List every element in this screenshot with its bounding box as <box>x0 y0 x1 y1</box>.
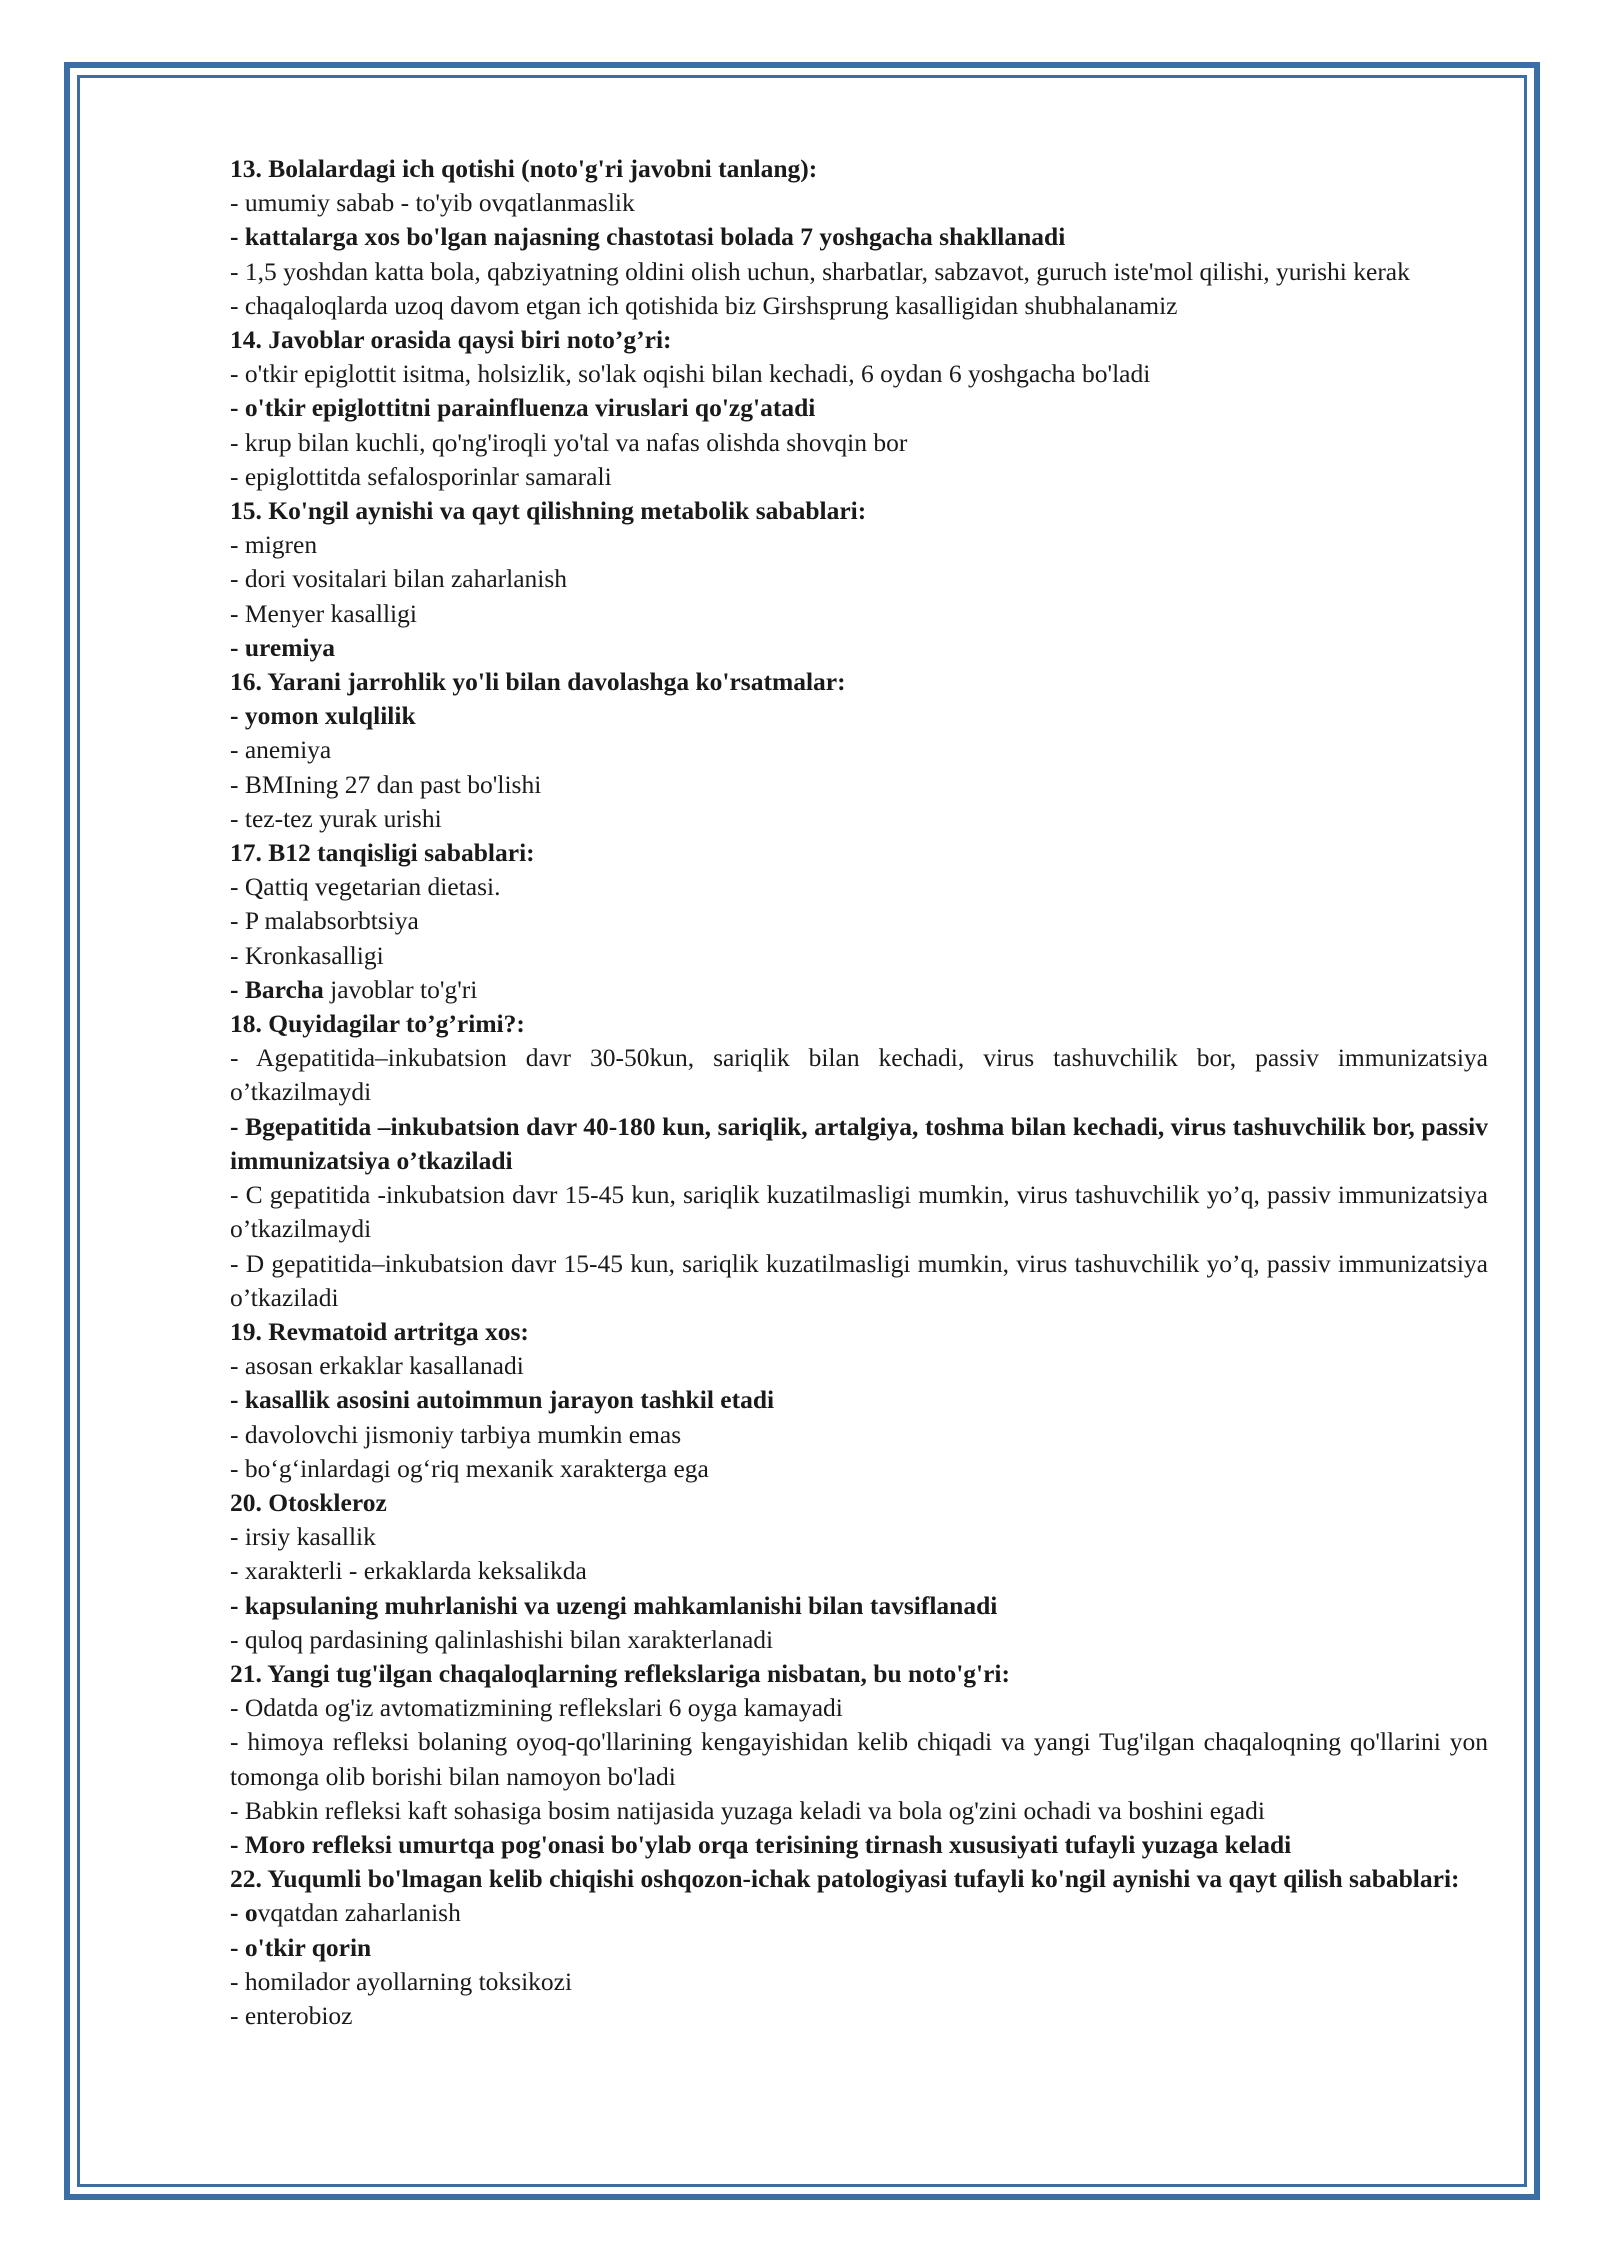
answer-option: - Kronkasalligi <box>230 940 384 970</box>
answer-option: - quloq pardasining qalinlashishi bilan xarakterlanadi <box>230 1624 774 1654</box>
answer-option: - homilador ayollarning toksikozi <box>230 1966 573 1996</box>
question-block <box>230 152 1488 323</box>
document-body <box>230 152 1488 2033</box>
answer-option: - dori vositalari bilan zaharlanish <box>230 564 568 594</box>
question-block <box>230 1486 1488 1657</box>
question-block <box>230 494 1488 665</box>
answer-option: - migren <box>230 530 318 560</box>
answer-option: - o'tkir epiglottit isitma, holsizlik, so'lak oqishi bilan kechadi, 6 oydan 6 yoshgacha bo'ladi <box>230 359 1151 389</box>
answer-option: - bo‘g‘inlardagi og‘riq mexanik xarakterga ega <box>230 1453 709 1483</box>
question-title: 22. Yuqumli bo'lmagan kelib chiqishi oshqozon-ichak patologiyasi tufayli ko'ngil aynishi va qayt qilish sabablari: <box>230 1864 1460 1894</box>
answer-option: - chaqaloqlarda uzoq davom etgan ich qotishida biz Girshsprung kasalligidan shubhalanamiz <box>230 290 1178 320</box>
question-block <box>230 1315 1488 1486</box>
answer-option: - krup bilan kuchli, qo'ng'iroqli yo'tal va nafas olishda shovqin bor <box>230 427 908 457</box>
answer-option: - himoya refleksi bolaning oyoq-qo'llarining kengayishidan kelib chiqadi va yangi Tug'ilgan chaqaloqning qo'llarini yon tomonga olib borishi bilan namoyon bo'ladi <box>230 1727 1488 1791</box>
question-title: 20. Otoskleroz <box>230 1487 387 1517</box>
answer-option: - xarakterli - erkaklarda keksalikda <box>230 1556 587 1586</box>
question-title: 19. Revmatoid artritga xos: <box>230 1316 529 1346</box>
question-title: 15. Ko'ngil aynishi va qayt qilishning metabolik sabablari: <box>230 496 867 526</box>
question-block <box>230 1657 1488 1862</box>
answer-option: - anemiya <box>230 735 332 765</box>
answer-option: - umumiy sabab - to'yib ovqatlanmaslik <box>230 188 635 218</box>
answer-option: - Qattiq vegetarian dietasi. <box>230 872 501 902</box>
question-block <box>230 836 1488 1007</box>
question-title: 18. Quyidagilar to’g’rimi?: <box>230 1009 525 1039</box>
answer-option: - epiglottitda sefalosporinlar samarali <box>230 461 612 491</box>
answer-option: - Menyer kasalligi <box>230 598 417 628</box>
question-block <box>230 1862 1488 2033</box>
answer-option: - tez-tez yurak urishi <box>230 803 442 833</box>
answer-option: - D gepatitida–inkubatsion davr 15-45 kun, sariqlik kuzatilmasligi mumkin, virus tashuvchilik yo’q, passiv immunizatsiya o’tkaziladi <box>230 1248 1488 1312</box>
answer-option-correct: - yomon xulqlilik <box>230 701 416 731</box>
answer-option-correct: - kasallik asosini autoimmun jarayon tashkil etadi <box>230 1385 775 1415</box>
answer-option-correct: - kapsulaning muhrlanishi va uzengi mahkamlanishi bilan tavsiflanadi <box>230 1590 998 1620</box>
answer-option-correct: - Moro refleksi umurtqa pog'onasi bo'ylab orqa terisining tirnash xususiyati tufayli yuzaga keladi <box>230 1829 1292 1859</box>
question-title: 17. B12 tanqisligi sabablari: <box>230 838 535 868</box>
answer-option-correct: - kattalarga xos bo'lgan najasning chastotasi bolada 7 yoshgacha shakllanadi <box>230 222 1066 252</box>
answer-option <box>230 973 1488 1007</box>
question-title: 16. Yarani jarrohlik yo'li bilan davolashga ko'rsatmalar: <box>230 667 846 697</box>
answer-option: - P malabsorbtsiya <box>230 906 419 936</box>
answer-option-bold-part: - Barcha <box>230 974 324 1004</box>
question-title: 13. Bolalardagi ich qotishi (noto'g'ri javobni tanlang): <box>230 154 818 183</box>
answer-option: - enterobioz <box>230 2000 353 2030</box>
answer-option-normal-part: javoblar to'g'ri <box>323 974 478 1004</box>
question-title: 21. Yangi tug'ilgan chaqaloqlarning reflekslariga nisbatan, bu noto'g'ri: <box>230 1658 1011 1688</box>
answer-option: - davolovchi jismoniy tarbiya mumkin emas <box>230 1419 682 1449</box>
answer-option: - 1,5 yoshdan katta bola, qabziyatning oldini olish uchun, sharbatlar, sabzavot, guruch iste'mol qilishi, yurishi kerak <box>230 256 1410 286</box>
answer-option-normal-part: vqatdan zaharlanish <box>257 1898 461 1928</box>
answer-option-bold-part: - o <box>230 1898 258 1928</box>
question-block <box>230 323 1488 494</box>
answer-option: - Agepatitida–inkubatsion davr 30-50kun, sariqlik bilan kechadi, virus tashuvchilik bor, passiv immunizatsiya o’tkazilmaydi <box>230 1043 1488 1107</box>
answer-option: - Odatda og'iz avtomatizmining reflekslari 6 oyga kamayadi <box>230 1693 843 1723</box>
answer-option: - C gepatitida -inkubatsion davr 15-45 kun, sariqlik kuzatilmasligi mumkin, virus tashuvchilik yo’q, passiv immunizatsiya o’tkazilmaydi <box>230 1180 1488 1244</box>
question-title: 14. Javoblar orasida qaysi biri noto’g’ri: <box>230 325 672 355</box>
question-block <box>230 665 1488 836</box>
answer-option: - asosan erkaklar kasallanadi <box>230 1351 524 1381</box>
question-block <box>230 1007 1488 1315</box>
answer-option-correct: - Bgepatitida –inkubatsion davr 40-180 kun, sariqlik, artalgiya, toshma bilan kechadi, virus tashuvchilik bor, passiv immunizatsiya o’tkaziladi <box>230 1111 1488 1175</box>
answer-option: - BMIning 27 dan past bo'lishi <box>230 769 542 799</box>
answer-option-correct: - o'tkir qorin <box>230 1932 372 1962</box>
answer-option: - irsiy kasallik <box>230 1522 376 1552</box>
answer-option: - Babkin refleksi kaft sohasiga bosim natijasida yuzaga keladi va bola og'zini ochadi va boshini egadi <box>230 1795 1265 1825</box>
answer-option-correct: - o'tkir epiglottitni parainfluenza viruslari qo'zg'atadi <box>230 393 816 423</box>
answer-option <box>230 1896 1488 1930</box>
answer-option-correct: - uremiya <box>230 632 336 662</box>
